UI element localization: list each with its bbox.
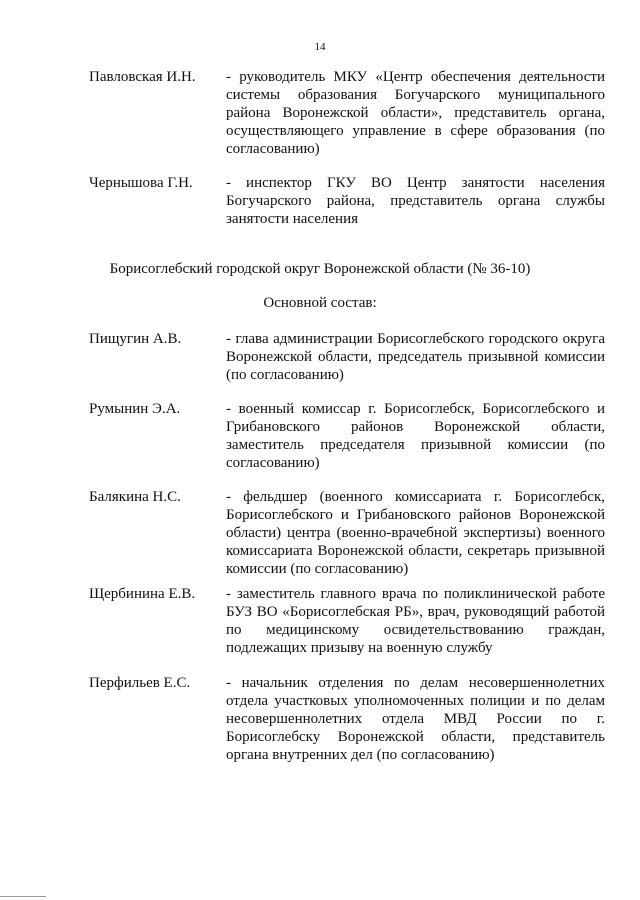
list-item — [89, 330, 605, 384]
member-name: Чернышова Г.Н. — [89, 175, 193, 191]
member-role: - руководитель МКУ «Центр обеспечения деятельности системы образования Богучарского муниципального района Воронежской области», представитель органа, осуществляющего управление в сфере образования (по согласованию) — [226, 69, 605, 157]
member-role: - фельдшер (военного комиссариата г. Борисоглебск, Борисоглебского и Грибановского районов Воронежской области) центра (военно-врачебной экспертизы) военного комиссариата Воронежской области, секретарь призывной комиссии (по согласованию) — [226, 489, 605, 577]
member-name: Павловская И.Н. — [89, 69, 196, 85]
member-role: - инспектор ГКУ ВО Центр занятости населения Богучарского района, представитель органа службы занятости населения — [226, 175, 605, 227]
list-item — [89, 68, 605, 158]
member-name: Щербинина Е.В. — [89, 586, 196, 602]
member-role: - заместитель главного врача по поликлинической работе БУЗ ВО «Борисоглебская РБ», врач, руководящий работой по медицинскому освидетельствованию граждан, подлежащих призыву на военную службу — [226, 586, 605, 656]
member-role: - военный комиссар г. Борисоглебск, Борисоглебского и Грибановского районов Воронежской области, заместитель председателя призывной комиссии (по согласованию) — [226, 401, 605, 471]
page-number: 14 — [314, 41, 326, 53]
page-edge-divider — [0, 896, 46, 897]
list-item — [89, 674, 605, 764]
member-role: - начальник отделения по делам несовершеннолетних отдела участковых уполномоченных полиции и по делам несовершеннолетних отдела МВД России по г. Борисоглебску Воронежской области, представитель органа внутренних дел (по согласованию) — [226, 675, 605, 763]
district-heading: Борисоглебский городской округ Воронежской области (№ 36-10) — [109, 261, 531, 277]
list-item — [89, 400, 605, 472]
member-name: Балякина Н.С. — [89, 489, 181, 505]
member-role: - глава администрации Борисоглебского городского округа Воронежской области, председатель призывной комиссии (по согласованию) — [226, 331, 605, 383]
list-item — [89, 488, 605, 578]
composition-heading: Основной состав: — [263, 295, 377, 311]
list-item — [89, 174, 605, 228]
member-name: Перфильев Е.С. — [89, 675, 191, 691]
member-name: Румынин Э.А. — [89, 401, 181, 417]
list-item — [89, 585, 605, 657]
member-name: Пищугин А.В. — [89, 331, 182, 347]
